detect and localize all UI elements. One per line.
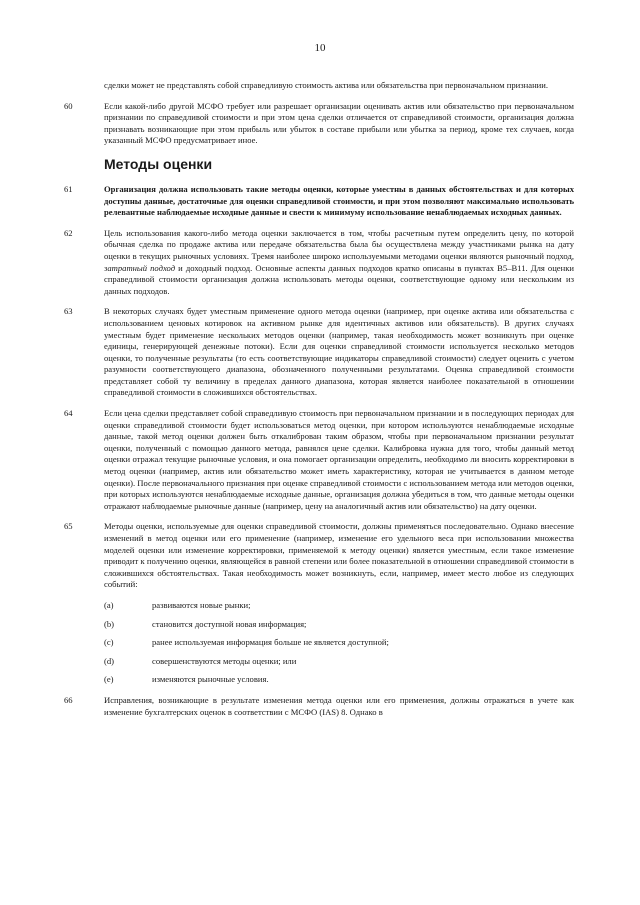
paragraph-text-part: Цель использования какого-либо метода оценки заключается в том, чтобы расчетным путем определить цену, по которой обычная сделка по продаже актива или передаче обязательства была бы осуществлена между участниками рынка на дату оценки в текущих рыночных условиях. Тремя наиболее широко используемыми методами оценки являются рыночный подход, (104, 227, 574, 261)
paragraph-61 (64, 184, 574, 219)
paragraph-text: Исправления, возникающие в результате изменения метода оценки или его применения, должны отражаться в учете как изменение бухгалтерских оценок в соответствии с МСФО (IAS) 8. Однако в (104, 694, 574, 717)
paragraph-text: сделки может не представлять собой справедливую стоимость актива или обязательства при первоначальном признании. (104, 80, 549, 90)
list-marker: (e) (104, 674, 114, 685)
list-item-text: изменяются рыночные условия. (152, 674, 269, 685)
paragraph-text: Если цена сделки представляет собой справедливую стоимость при первоначальном признании и в последующих периодах для оценки справедливой стоимости будет использоваться метод оценки, при котором используются ненаблюдаемые исходные данные, такой метод оценки должен быть откалиброван таким образом, чтобы при первоначальном признании результат оценки, полученный с помощью данного метода, равнялся цене сделки. Калибровка нужна для того, чтобы данный метод оценки отражал текущие рыночные условия, и она помогает организации определить, необходимо ли вносить корректировки в метод оценки (например, актив или обязательство может иметь характеристику, которая не учитывается в данном методе оценки). После первоначального признания при оценке справедливой стоимости с использованием метода или методов оценки, при которых используются ненаблюдаемые исходные данные, организация должна убедиться в том, что данные методы оценки отражают наблюдаемые рыночные данные (например, цену на аналогичный актив или обязательство) на дату оценки. (104, 408, 574, 511)
paragraph-64 (64, 408, 574, 512)
paragraph-text: Методы оценки, используемые для оценки справедливой стоимости, должны применяться последовательно. Однако внесение изменений в метод оценки или его применение (например, изменение его удельного веса при использовании множества моделей оценки или изменение корректировки, применяемой к методу оценки) является уместным, если такое изменение приводит к получению оценки, являющейся в равной степени или более показательной в отношении справедливой стоимости в сложившихся обстоятельствах. Такая необходимость может возникнуть, если, например, имеет место любое из следующих событий: (104, 521, 574, 590)
page-content (64, 80, 574, 727)
page-number: 10 (314, 42, 326, 54)
list-item-text: развиваются новые рынки; (152, 599, 251, 610)
list-item-text: становится доступной новая информация; (152, 618, 307, 629)
paragraph-number: 66 (64, 694, 73, 705)
paragraph-text: В некоторых случаях будет уместным применение одного метода оценки (например, при оценке актива или обязательства с использованием ценовых котировок на активном рынке для идентичных активов или обязательств). В других случаях уместным будет применение нескольких методов оценки (например, такая необходимость может возникнуть при оценке единицы, генерирующей денежные потоки). Если для оценки справедливой стоимости используется несколько методов оценки, то полученные результаты (то есть соответствующие индикаторы справедливой стоимости) следует оценить с учетом разумности соответствующего диапазона, обозначенного полученными результатами. Оценка справедливой стоимости представляет собой ту величину в пределах данного диапазона, которая является наиболее показательной в отношении справедливой стоимости в сложившихся обстоятельствах. (104, 306, 574, 398)
list-marker: (b) (104, 618, 115, 629)
paragraph-text (104, 228, 574, 298)
list-marker: (d) (104, 655, 115, 666)
event-list (64, 600, 574, 686)
section-heading: Методы оценки (104, 155, 213, 172)
paragraph-continuation (64, 80, 574, 92)
paragraph-number: 61 (64, 183, 73, 194)
italic-term: затратный подход (104, 262, 176, 273)
list-item-text: ранее используемая информация больше не является доступной; (152, 637, 389, 648)
paragraph-text: Если какой-либо другой МСФО требует или разрешает организации оценивать актив или обязательство при первоначальном признании по справедливой стоимости и при этом цена сделки отличается от справедливой стоимости, организация должна признавать возникающие при этом прибыль или убыток в составе прибыли или убытка за период, кроме тех случаев, когда указанный МСФО предусматривает иное. (104, 100, 574, 146)
paragraph-number: 64 (64, 408, 73, 419)
paragraph-66 (64, 695, 574, 718)
paragraph-number: 62 (64, 227, 73, 238)
paragraph-text-part: и доходный подход. Основные аспекты данных подходов кратко описаны в пунктах B5–B11. Для оценки справедливой стоимости организация должна использовать методы оценки, соответствующие одному или нескольким из данных подходов. (104, 262, 574, 296)
paragraph-text: Организация должна использовать такие методы оценки, которые уместны в данных обстоятельствах и для которых доступны данные, достаточные для оценки справедливой стоимости, и при этом позволяют максимально использовать релевантные наблюдаемые исходные данные и свести к минимуму использование ненаблюдаемых исходных данных. (104, 183, 574, 218)
list-item (64, 637, 574, 649)
list-item (64, 674, 574, 686)
paragraph-number: 65 (64, 521, 73, 532)
list-item (64, 619, 574, 631)
list-item (64, 656, 574, 668)
paragraph-number: 60 (64, 100, 73, 111)
paragraph-63 (64, 306, 574, 399)
list-marker: (a) (104, 599, 114, 610)
list-item-text: совершенствуются методы оценки; или (152, 655, 297, 666)
list-marker: (c) (104, 637, 114, 648)
paragraph-62 (64, 228, 574, 298)
paragraph-number: 63 (64, 306, 73, 317)
paragraph-65 (64, 521, 574, 591)
paragraph-60 (64, 101, 574, 147)
list-item (64, 600, 574, 612)
